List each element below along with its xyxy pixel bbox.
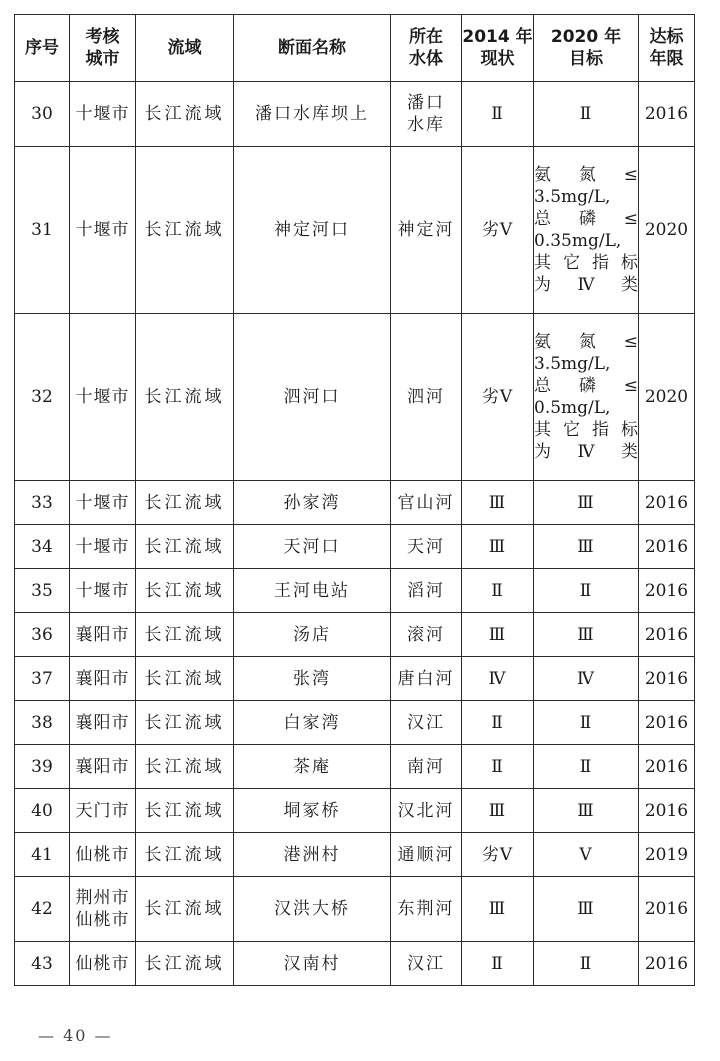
cell-water-body: 汉北河	[391, 789, 462, 833]
cell-deadline: 2016	[639, 657, 695, 701]
cell-water-body: 东荆河	[391, 877, 462, 942]
cell-water-body: 官山河	[391, 481, 462, 525]
header-water-body: 所在 水体	[391, 15, 462, 82]
cell-deadline: 2016	[639, 789, 695, 833]
cell-section: 孙家湾	[234, 481, 391, 525]
cell-basin: 长江流域	[136, 525, 234, 569]
cell-water-body: 天河	[391, 525, 462, 569]
cell-deadline: 2016	[639, 82, 695, 147]
cell-target-2020: Ⅱ	[534, 569, 639, 613]
cell-section: 张湾	[234, 657, 391, 701]
cell-deadline: 2016	[639, 745, 695, 789]
cell-city: 襄阳市	[70, 657, 136, 701]
cell-target-2020: Ⅱ	[534, 942, 639, 986]
cell-water-body: 通顺河	[391, 833, 462, 877]
cell-city: 荆州市 仙桃市	[70, 877, 136, 942]
cell-target-2020: Ⅱ	[534, 745, 639, 789]
table-row	[15, 314, 695, 481]
cell-target-2020: Ⅳ	[534, 657, 639, 701]
cell-basin: 长江流域	[136, 701, 234, 745]
cell-target-2020: 氨 氮 ≤ 3.5mg/L, 总 磷 ≤ 0.5mg/L, 其它指标 为Ⅳ类	[534, 314, 639, 481]
cell-status-2014: Ⅱ	[462, 82, 534, 147]
cell-status-2014: Ⅲ	[462, 877, 534, 942]
cell-target-2020: Ⅴ	[534, 833, 639, 877]
cell-no: 34	[15, 525, 70, 569]
cell-basin: 长江流域	[136, 569, 234, 613]
table-row	[15, 481, 695, 525]
cell-water-body: 滔河	[391, 569, 462, 613]
cell-section: 茶庵	[234, 745, 391, 789]
cell-no: 33	[15, 481, 70, 525]
cell-deadline: 2016	[639, 877, 695, 942]
cell-no: 36	[15, 613, 70, 657]
cell-basin: 长江流域	[136, 877, 234, 942]
cell-no: 42	[15, 877, 70, 942]
cell-status-2014: 劣Ⅴ	[462, 147, 534, 314]
cell-status-2014: Ⅱ	[462, 701, 534, 745]
table-row	[15, 789, 695, 833]
cell-no: 40	[15, 789, 70, 833]
cell-target-2020: Ⅱ	[534, 82, 639, 147]
cell-city: 襄阳市	[70, 745, 136, 789]
table-row	[15, 82, 695, 147]
header-status-2014: 2014 年 现状	[462, 15, 534, 82]
cell-deadline: 2016	[639, 525, 695, 569]
header-deadline: 达标 年限	[639, 15, 695, 82]
cell-water-body: 神定河	[391, 147, 462, 314]
cell-status-2014: Ⅱ	[462, 942, 534, 986]
cell-city: 仙桃市	[70, 942, 136, 986]
cell-status-2014: Ⅲ	[462, 789, 534, 833]
cell-city: 十堰市	[70, 525, 136, 569]
cell-no: 39	[15, 745, 70, 789]
water-quality-table	[14, 14, 695, 986]
cell-status-2014: 劣Ⅴ	[462, 314, 534, 481]
cell-deadline: 2016	[639, 481, 695, 525]
cell-water-body: 唐白河	[391, 657, 462, 701]
cell-target-2020: Ⅲ	[534, 877, 639, 942]
cell-deadline: 2016	[639, 569, 695, 613]
cell-deadline: 2020	[639, 147, 695, 314]
cell-status-2014: Ⅳ	[462, 657, 534, 701]
cell-target-2020: Ⅲ	[534, 481, 639, 525]
cell-status-2014: Ⅲ	[462, 525, 534, 569]
cell-section: 汤店	[234, 613, 391, 657]
cell-no: 38	[15, 701, 70, 745]
cell-section: 港洲村	[234, 833, 391, 877]
table-row	[15, 877, 695, 942]
cell-city: 仙桃市	[70, 833, 136, 877]
cell-basin: 长江流域	[136, 481, 234, 525]
table-row	[15, 833, 695, 877]
cell-basin: 长江流域	[136, 833, 234, 877]
cell-water-body: 滚河	[391, 613, 462, 657]
cell-basin: 长江流域	[136, 942, 234, 986]
cell-status-2014: Ⅱ	[462, 569, 534, 613]
cell-city: 十堰市	[70, 82, 136, 147]
cell-section: 天河口	[234, 525, 391, 569]
header-target-2020: 2020 年 目标	[534, 15, 639, 82]
cell-section: 垌冢桥	[234, 789, 391, 833]
cell-no: 37	[15, 657, 70, 701]
cell-status-2014: Ⅲ	[462, 481, 534, 525]
table-row	[15, 657, 695, 701]
cell-city: 襄阳市	[70, 701, 136, 745]
cell-target-2020: Ⅲ	[534, 613, 639, 657]
cell-deadline: 2016	[639, 942, 695, 986]
cell-status-2014: Ⅲ	[462, 613, 534, 657]
cell-target-2020: Ⅲ	[534, 525, 639, 569]
cell-section: 汉洪大桥	[234, 877, 391, 942]
cell-basin: 长江流域	[136, 613, 234, 657]
header-city: 考核 城市	[70, 15, 136, 82]
cell-deadline: 2016	[639, 613, 695, 657]
cell-no: 30	[15, 82, 70, 147]
cell-city: 十堰市	[70, 314, 136, 481]
table-row	[15, 701, 695, 745]
cell-basin: 长江流域	[136, 147, 234, 314]
cell-city: 十堰市	[70, 147, 136, 314]
cell-city: 十堰市	[70, 569, 136, 613]
table-row	[15, 942, 695, 986]
cell-no: 32	[15, 314, 70, 481]
cell-no: 31	[15, 147, 70, 314]
cell-basin: 长江流域	[136, 314, 234, 481]
cell-basin: 长江流域	[136, 657, 234, 701]
page-number: — 40 —	[38, 1026, 113, 1045]
cell-water-body: 汉江	[391, 701, 462, 745]
cell-water-body: 汉江	[391, 942, 462, 986]
cell-no: 35	[15, 569, 70, 613]
cell-deadline: 2016	[639, 701, 695, 745]
cell-city: 十堰市	[70, 481, 136, 525]
cell-city: 襄阳市	[70, 613, 136, 657]
cell-status-2014: Ⅱ	[462, 745, 534, 789]
cell-no: 43	[15, 942, 70, 986]
header-section: 断面名称	[234, 15, 391, 82]
cell-section: 王河电站	[234, 569, 391, 613]
cell-water-body: 潘口 水库	[391, 82, 462, 147]
cell-target-2020: 氨 氮 ≤ 3.5mg/L, 总 磷 ≤ 0.35mg/L, 其它指标 为Ⅳ类	[534, 147, 639, 314]
cell-target-2020: Ⅲ	[534, 789, 639, 833]
cell-section: 汉南村	[234, 942, 391, 986]
header-basin: 流域	[136, 15, 234, 82]
cell-water-body: 泗河	[391, 314, 462, 481]
cell-no: 41	[15, 833, 70, 877]
cell-target-2020: Ⅱ	[534, 701, 639, 745]
table-row	[15, 569, 695, 613]
cell-status-2014: 劣Ⅴ	[462, 833, 534, 877]
table-row	[15, 147, 695, 314]
cell-section: 泗河口	[234, 314, 391, 481]
cell-deadline: 2020	[639, 314, 695, 481]
cell-section: 神定河口	[234, 147, 391, 314]
cell-deadline: 2019	[639, 833, 695, 877]
cell-section: 潘口水库坝上	[234, 82, 391, 147]
cell-city: 天门市	[70, 789, 136, 833]
table-row	[15, 613, 695, 657]
cell-basin: 长江流域	[136, 745, 234, 789]
header-row	[15, 15, 695, 82]
table-row	[15, 525, 695, 569]
header-no: 序号	[15, 15, 70, 82]
cell-section: 白家湾	[234, 701, 391, 745]
cell-basin: 长江流域	[136, 789, 234, 833]
table-row	[15, 745, 695, 789]
cell-water-body: 南河	[391, 745, 462, 789]
cell-basin: 长江流域	[136, 82, 234, 147]
